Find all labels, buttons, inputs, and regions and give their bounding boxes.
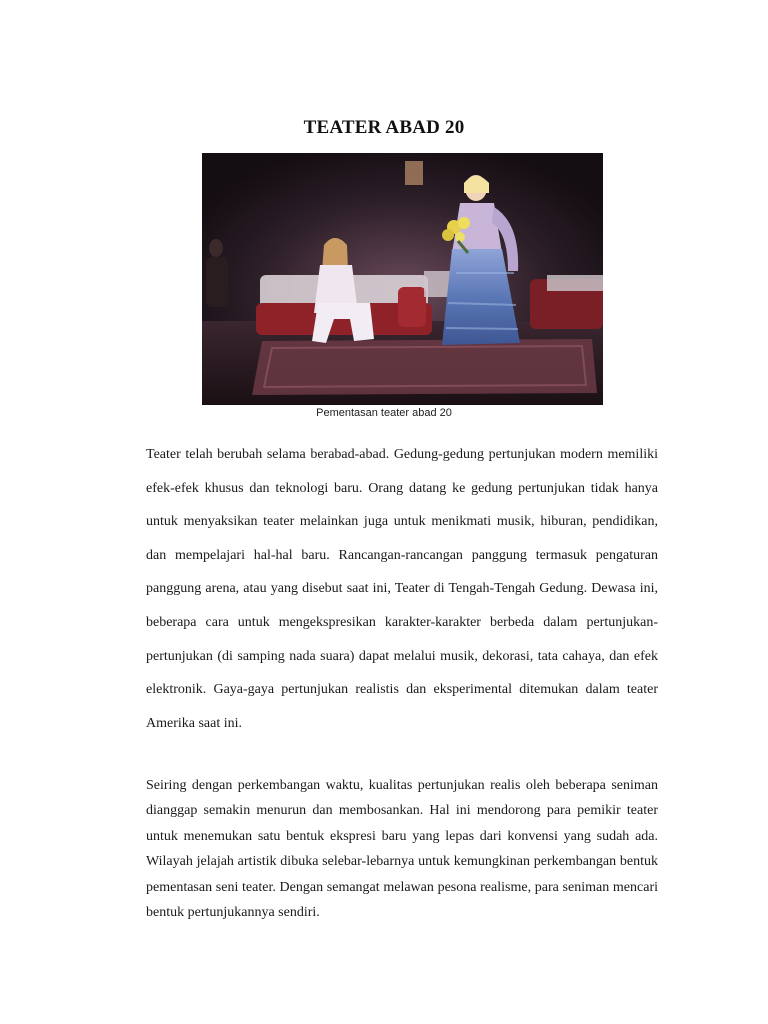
figure-caption: Pementasan teater abad 20 (316, 407, 452, 419)
paragraph-2: Seiring dengan perkembangan waktu, kualitas pertunjukan realis oleh beberapa seniman dianggap semakin menurun dan membosankan. Hal ini mendorong para pemikir teater untuk menemukan satu bentuk ekspresi baru yang lepas dari konvensi yang sudah ada. Wilayah jelajah artistik dibuka selebar-lebarnya untuk kemungkinan perkembangan bentuk pementasan seni teater. Dengan semangat melawan pesona realisme, para seniman mencari bentuk pertunjukannya sendiri. (146, 778, 658, 921)
stage-photo (202, 153, 603, 405)
stage-photo-illustration (202, 153, 603, 405)
musician-silhouette (209, 239, 223, 257)
stage-window (405, 161, 423, 185)
page-title: TEATER ABAD 20 (303, 116, 465, 138)
paragraph-1: Teater telah berubah selama berabad-abad. Gedung-gedung pertunjukan modern memiliki efek-efek khusus dan teknologi baru. Orang datang ke gedung pertunjukan tidak hanya untuk menyaksikan teater melainkan juga untuk menikmati musik, hiburan, pendidikan, dan mempelajari hal-hal baru. Rancangan-rancangan panggung termasuk pengaturan panggung arena, atau yang disebut saat ini, Teater di Tengah-Tengah Gedung. Dewasa ini, beberapa cara untuk mengekspresikan karakter-karakter berbeda dalam pertunjukan-pertunjukan (di samping nada suara) dapat melalui musik, dekorasi, tata cahaya, dan efek elektronik. Gaya-gaya pertunjukan realistis dan eksperimental ditemukan dalam teater Amerika saat ini. (146, 447, 658, 731)
